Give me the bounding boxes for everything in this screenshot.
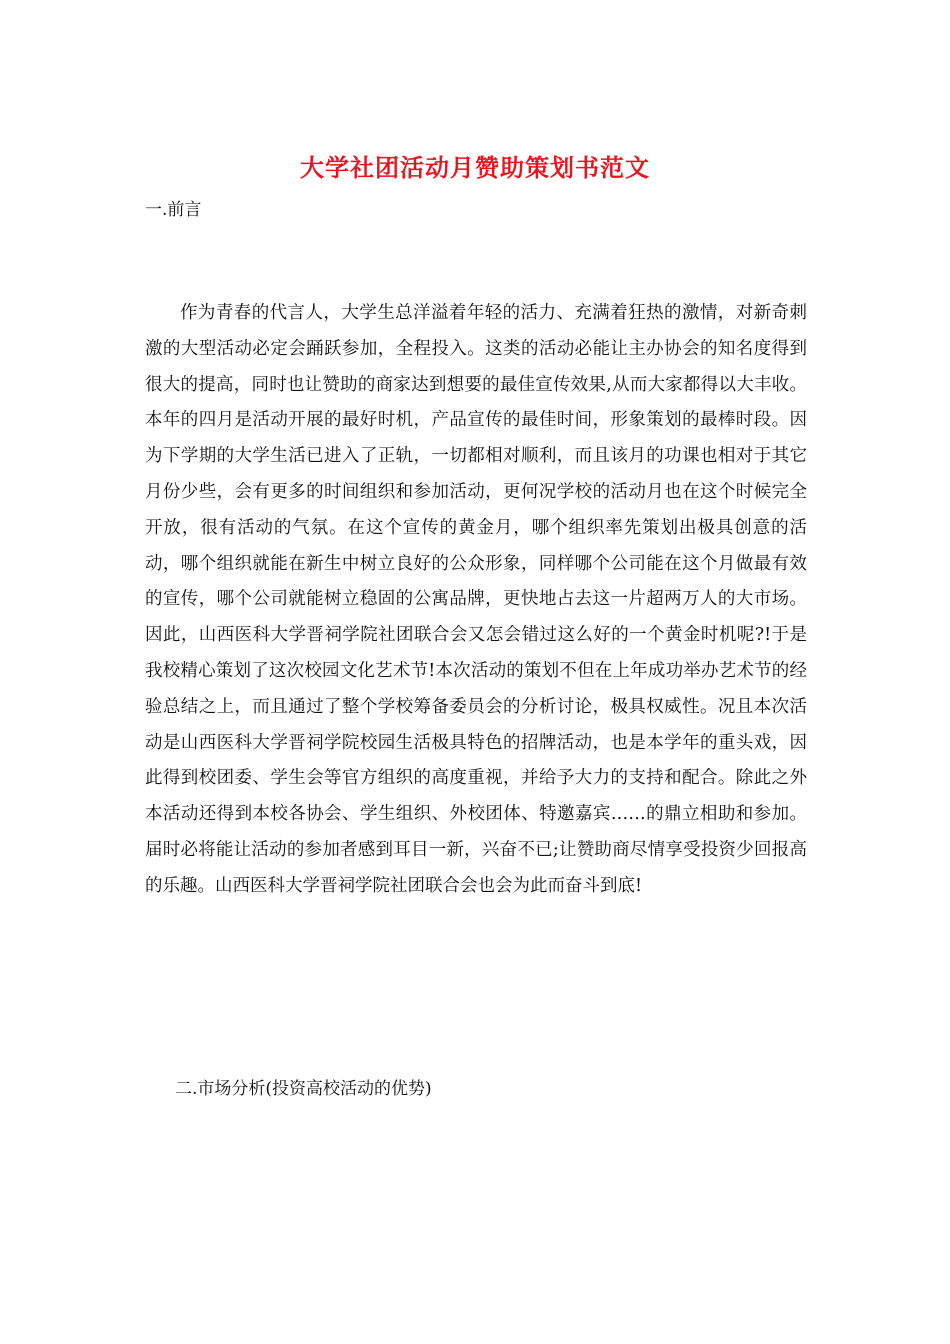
section-heading-preface: 一.前言	[145, 200, 202, 220]
body-paragraph: 作为青春的代言人，大学生总洋溢着年轻的活力、充满着狂热的激情，对新奇刺激的大型活动必定会踊跃参加，全程投入。这类的活动必能让主办协会的知名度得到很大的提高，同时也让赞助的商家达到想要的最佳宣传效果,从而大家都得以大丰收。本年的四月是活动开展的最好时机，产品宣传的最佳时间，形象策划的最棒时段。因为下学期的大学生活已进入了正轨，一切都相对顺利，而且该月的功课也相对于其它月份少些，会有更多的时间组织和参加活动，更何况学校的活动月也在这个时候完全开放，很有活动的气氛。在这个宣传的黄金月，哪个组织率先策划出极具创意的活动，哪个组织就能在新生中树立良好的公众形象，同样哪个公司能在这个月做最有效的宣传，哪个公司就能树立稳固的公寓品牌，更快地占去这一片超两万人的大市场。因此，山西医科大学晋祠学院社团联合会又怎会错过这么好的一个黄金时机呢?!于是我校精心策划了这次校园文化艺术节!本次活动的策划不但在上年成功举办艺术节的经验总结之上，而且通过了整个学校筹备委员会的分析讨论，极具权威性。况且本次活动是山西医科大学晋祠学院校园生活极具特色的招牌活动，也是本学年的重头戏，因此得到校团委、学生会等官方组织的高度重视，并给予大力的支持和配合。除此之外本活动还得到本校各协会、学生组织、外校团体、特邀嘉宾……的鼎立相助和参加。届时必将能让活动的参加者感到耳目一新，兴奋不已;让赞助商尽情享受投资少回报高的乐趣。山西医科大学晋祠学院社团联合会也会为此而奋斗到底!	[145, 303, 807, 896]
document-title: 大学社团活动月赞助策划书范文	[300, 153, 650, 182]
section-heading-market-analysis: 二.市场分析(投资高校活动的优势)	[175, 1079, 432, 1099]
